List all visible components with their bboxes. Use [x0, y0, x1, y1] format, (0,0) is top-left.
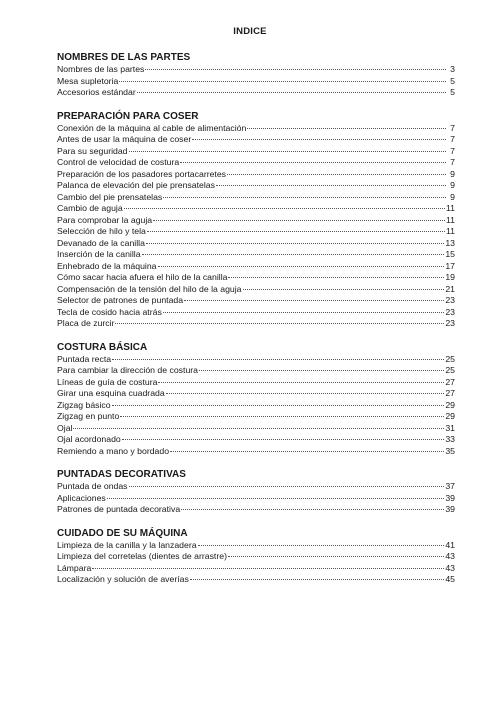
toc-entry-page-number: 9 [450, 180, 455, 190]
toc-entry-page-number: 35 [445, 445, 455, 456]
dot-leader [184, 300, 444, 301]
toc-entry [57, 388, 455, 400]
toc-section [57, 342, 455, 458]
toc-entry [57, 169, 455, 181]
toc-entry [57, 180, 455, 192]
toc-entry-label: Zigzag en punto [57, 411, 120, 421]
toc-entry [57, 76, 455, 88]
toc-entry-label: Girar una esquina cuadrada [57, 388, 165, 398]
toc-entry-page-number: 39 [445, 504, 455, 514]
toc-entry-label: Mesa supletoria [57, 75, 119, 86]
toc-entry-label: Preparación de los pasadores portacarretes [57, 168, 227, 179]
toc-entry-label: Patrones de puntada decorativa [57, 504, 181, 514]
toc-section [57, 111, 455, 330]
toc-entry [57, 318, 455, 330]
dot-leader [107, 498, 445, 499]
toc-section [57, 528, 455, 586]
dot-leader [158, 382, 444, 383]
toc-entry-label: Para comprobar la aguja [57, 214, 153, 225]
toc-entry [57, 481, 455, 493]
dot-leader [158, 266, 445, 267]
toc-entry-label: Para cambiar la dirección de costura [57, 365, 198, 375]
toc-section [57, 52, 455, 99]
toc-entry-page-number: 21 [445, 283, 455, 294]
table-of-contents [57, 52, 455, 598]
dot-leader [92, 568, 444, 569]
dot-leader [137, 92, 446, 93]
toc-entry-page-number: 13 [445, 237, 455, 248]
toc-entry-label: Puntada de ondas [57, 481, 128, 491]
toc-entry-label: Selector de patrones de puntada [57, 295, 184, 305]
toc-entry-page-number: 43 [445, 562, 455, 573]
toc-entry-label: Zigzag básico [57, 399, 111, 410]
toc-entry [57, 411, 455, 423]
toc-entry [57, 574, 455, 586]
toc-entry [57, 354, 455, 366]
dot-leader [124, 208, 445, 209]
toc-entry-label: Compensación de la tensión del hilo de la aguja [57, 283, 242, 294]
dot-leader [112, 405, 445, 406]
toc-entry-label: Líneas de guía de costura [57, 376, 158, 387]
toc-entry-label: Puntada recta [57, 353, 112, 364]
toc-entry-page-number: 23 [445, 306, 455, 317]
toc-entry-page-number: 41 [445, 539, 455, 550]
toc-entry-label: Cómo sacar hacia afuera el hilo de la canilla [57, 272, 228, 282]
toc-entry-page-number: 43 [445, 551, 455, 561]
toc-entry-label: Nombres de las partes [57, 64, 145, 74]
dot-leader [216, 185, 446, 186]
toc-entry-page-number: 23 [445, 295, 455, 305]
toc-entry-page-number: 33 [445, 434, 455, 444]
toc-entry [57, 249, 455, 261]
toc-entry [57, 307, 455, 319]
toc-entry [57, 563, 455, 575]
toc-entry-page-number: 39 [445, 492, 455, 503]
toc-entry-page-number: 29 [445, 399, 455, 410]
toc-entry-label: Cambio de aguja [57, 203, 123, 213]
dot-leader [73, 428, 444, 429]
dot-leader [129, 486, 445, 487]
toc-entry-page-number: 25 [445, 353, 455, 364]
dot-leader [122, 439, 445, 440]
toc-entry [57, 87, 455, 99]
dot-leader [146, 243, 444, 244]
toc-entry-label: Cambio del pie prensatelas [57, 191, 163, 202]
toc-entry-page-number: 15 [445, 249, 455, 259]
toc-entry-page-number: 5 [450, 75, 455, 86]
page-title: INDICE [233, 26, 267, 37]
toc-entry [57, 261, 455, 273]
toc-entry-label: Antes de usar la máquina de coser [57, 134, 192, 144]
toc-entry-label: Palanca de elevación del pie prensatelas [57, 180, 215, 190]
toc-entry [57, 446, 455, 458]
toc-entry [57, 215, 455, 227]
toc-entry-page-number: 23 [445, 318, 455, 328]
toc-entry [57, 226, 455, 238]
toc-entry-label: Aplicaciones [57, 492, 106, 503]
toc-entry [57, 377, 455, 389]
dot-leader [199, 370, 444, 371]
toc-entry-page-number: 7 [450, 157, 455, 167]
toc-entry-label: Limpieza del corretelas (dientes de arrastre) [57, 551, 227, 561]
toc-entry [57, 365, 455, 377]
dot-leader [166, 393, 445, 394]
toc-entry-label: Inserción de la canilla [57, 249, 141, 259]
toc-entry-page-number: 19 [445, 272, 455, 282]
toc-entry-label: Para su seguridad [57, 145, 128, 156]
dot-leader [227, 174, 446, 175]
dot-leader [145, 69, 446, 70]
dot-leader [228, 277, 444, 278]
toc-entry-page-number: 7 [450, 145, 455, 156]
toc-entry-page-number: 45 [445, 574, 455, 584]
toc-entry-page-number: 11 [445, 203, 455, 213]
dot-leader [115, 323, 444, 324]
dot-leader [129, 151, 446, 152]
toc-entry-page-number: 37 [445, 481, 455, 491]
toc-entry-label: Enhebrado de la máquina [57, 260, 157, 271]
toc-entry-label: Devanado de la canilla [57, 237, 145, 248]
toc-entry-label: Localización y solución de averías [57, 574, 189, 584]
toc-entry [57, 272, 455, 284]
toc-entry [57, 203, 455, 215]
toc-entry-label: Placa de zurcir [57, 318, 115, 328]
toc-entry-page-number: 5 [450, 87, 455, 97]
toc-entry [57, 540, 455, 552]
section-heading: COSTURA BÁSICA [57, 341, 148, 353]
dot-leader [163, 197, 446, 198]
toc-entry-page-number: 7 [450, 122, 455, 133]
section-heading: NOMBRES DE LAS PARTES [57, 52, 191, 63]
toc-entry [57, 423, 455, 435]
dot-leader [192, 139, 446, 140]
toc-entry [57, 551, 455, 563]
toc-entry-page-number: 11 [445, 226, 455, 236]
section-heading: PREPARACIÓN PARA COSER [57, 110, 199, 122]
toc-entry-page-number: 27 [445, 388, 455, 398]
toc-section [57, 469, 455, 516]
toc-entry-label: Accesorios estándar [57, 87, 136, 97]
dot-leader [119, 81, 446, 82]
toc-entry-page-number: 11 [445, 214, 455, 225]
toc-entry [57, 192, 455, 204]
toc-entry [57, 146, 455, 158]
dot-leader [163, 312, 445, 313]
dot-leader [147, 231, 445, 232]
toc-entry-label: Tecla de cosido hacia atrás [57, 306, 162, 317]
section-heading: PUNTADAS DECORATIVAS [57, 469, 186, 480]
toc-entry-page-number: 27 [445, 376, 455, 387]
toc-entry-label: Remiendo a mano y bordado [57, 445, 170, 456]
dot-leader [247, 128, 446, 129]
toc-entry-page-number: 9 [450, 191, 455, 202]
dot-leader [170, 451, 444, 452]
toc-entry-label: Conexión de la máquina al cable de alimentación [57, 122, 247, 133]
toc-entry-page-number: 3 [450, 64, 455, 74]
section-heading: CUIDADO DE SU MÁQUINA [57, 527, 188, 539]
toc-entry-page-number: 25 [445, 365, 455, 375]
toc-entry [57, 64, 455, 76]
dot-leader [190, 579, 444, 580]
toc-entry-label: Selección de hilo y tela [57, 226, 146, 236]
dot-leader [181, 509, 444, 510]
dot-leader [243, 289, 445, 290]
toc-entry-page-number: 31 [445, 422, 455, 433]
toc-entry-page-number: 17 [445, 260, 455, 271]
toc-entry [57, 134, 455, 146]
toc-entry-label: Control de velocidad de costura [57, 157, 180, 167]
toc-entry-label: Ojal [57, 422, 73, 433]
toc-entry [57, 504, 455, 516]
dot-leader [120, 416, 444, 417]
toc-entry [57, 123, 455, 135]
toc-entry [57, 284, 455, 296]
dot-leader [142, 254, 445, 255]
dot-leader [112, 359, 444, 360]
toc-entry-page-number: 29 [445, 411, 455, 421]
dot-leader [180, 162, 446, 163]
toc-entry [57, 295, 455, 307]
toc-entry [57, 157, 455, 169]
toc-entry [57, 493, 455, 505]
dot-leader [228, 556, 444, 557]
dot-leader [153, 220, 445, 221]
dot-leader [198, 545, 445, 546]
toc-entry-label: Ojal acordonado [57, 434, 121, 444]
toc-entry-page-number: 9 [450, 168, 455, 179]
toc-entry [57, 238, 455, 250]
toc-entry-label: Lámpara [57, 562, 92, 573]
toc-entry [57, 434, 455, 446]
toc-entry-page-number: 7 [450, 134, 455, 144]
toc-entry [57, 400, 455, 412]
toc-entry-label: Limpieza de la canilla y la lanzadera [57, 539, 197, 550]
